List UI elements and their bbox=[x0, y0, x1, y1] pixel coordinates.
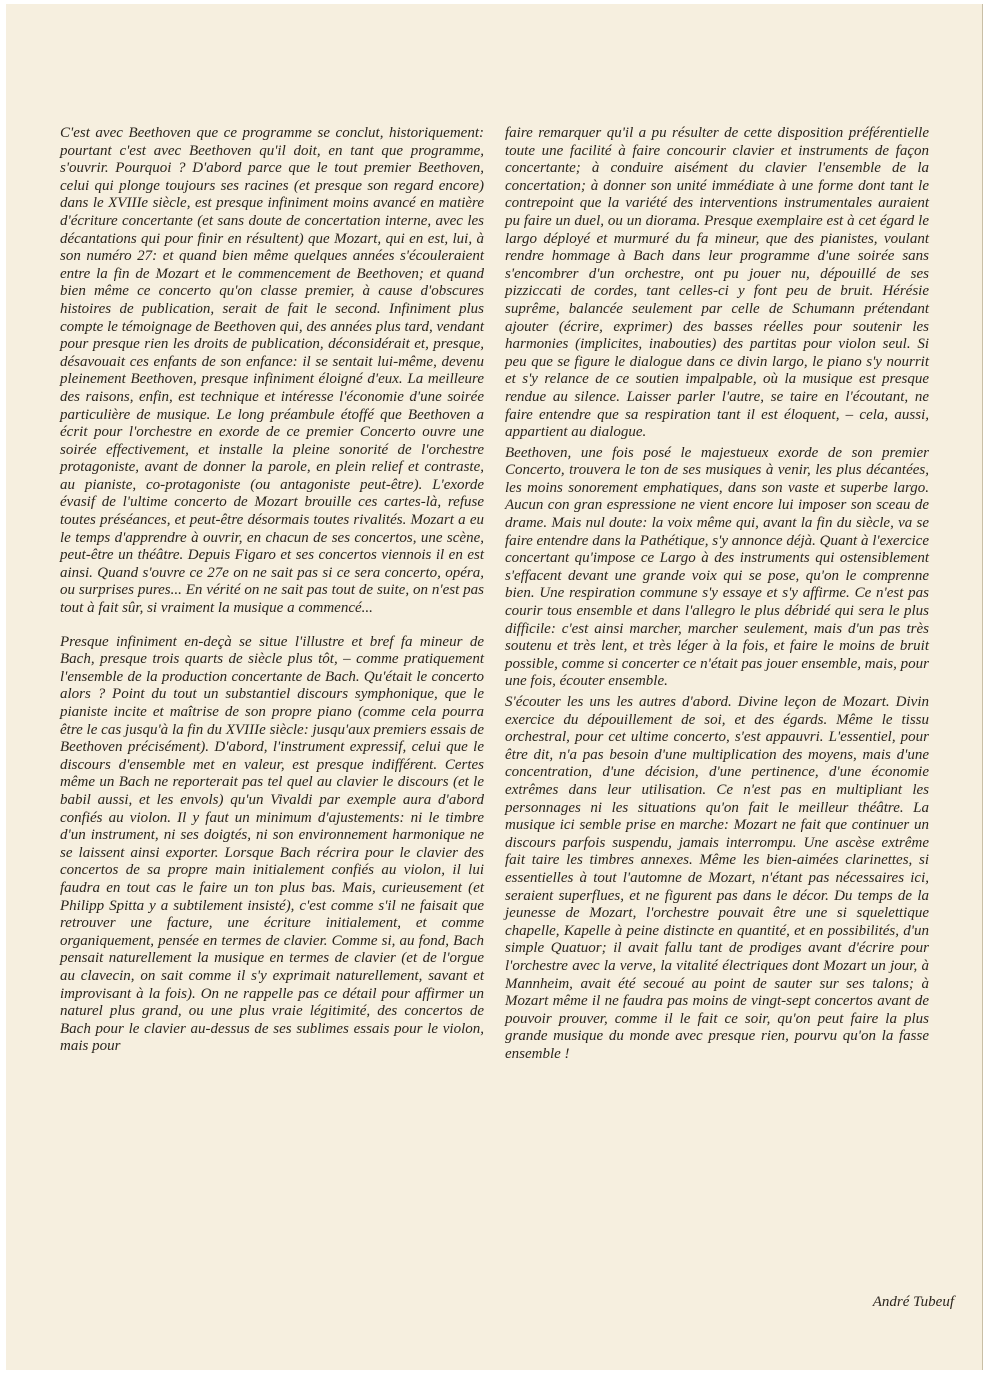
paragraph: S'écouter les uns les autres d'abord. Divine leçon de Mozart. Divin exercice du dépouillement de soi, et des égards. Même le tissu orchestral, pour cet ultime concerto, s'est appauvri. L'essentiel, pour être dit, n'a pas besoin d'une multiplication des moyens, mais d'une concentration, d'une décision, d'une pertinence, d'une économie extrêmes dans leur utilisation. Ce n'est pas en multipliant les personnages ni les situations qu'on fait le meilleur théâtre. La musique ici semble prise en marche: Mozart ne fait que continuer un discours parfois suspendu, jamais interrompu. Une ascèse extrême fait taire les timbres annexes. Même les bien-aimées clarinettes, si essentielles à tout l'automne de Mozart, n'étant pas nécessaires ici, seraient superflues, et ne figurent pas dans le décor. Du temps de la jeunesse de Mozart, l'orchestre pouvait être une si squelettique chapelle, Kapelle à peine distincte en quantité, et en possibilités, d'un simple Quatuor; il avait fallu tant de prodiges avant d'écrire pour l'orchestre avec la verve, la vitalité électriques dont Mozart un jour, à Mannheim, avait été secoué au point de sauter sur ses talons; à Mozart même il ne faudra pas moins de vingt-sept concertos avant de pouvoir prouver, comme il le fait ce soir, qu'on peut faire la plus grande musique du monde avec presque rien, pourvu qu'on la fasse ensemble ! bbox=[505, 694, 929, 1062]
right-column bbox=[505, 125, 929, 1063]
paragraph: Beethoven, une fois posé le majestueux exorde de son premier Concerto, trouvera le ton de ses musiques à venir, les plus décantées, les moins sonorement emphatiques, dans son vaste et superbe largo. Aucun con gran espressione ne vient encore lui imposer son sceau de drame. Mais nul doute: la voix même qui, avant la fin du siècle, va se faire entendre dans la Pathétique, s'y annonce déjà. Quant à l'exercice concertant qu'impose ce Largo à des instruments qui ostensiblement s'effacent devant une grande voix qui se pose, qu'on le comprenne bien. Une respiration commune s'y essaye et s'y affirme. Ce n'est pas courir tous ensemble et dans l'allegro le plus débridé qui sera le plus difficile: c'est ainsi marcher, marcher seulement, mais d'un pas très soutenu et très lent, et très léger à la fois, et faire le moins de bruit possible, comme si concerter ce n'était pas jouer ensemble, mais, pour une fois, écouter ensemble. bbox=[505, 444, 929, 690]
page bbox=[6, 4, 983, 1370]
left-column bbox=[60, 125, 484, 1056]
author-signature: André Tubeuf bbox=[872, 1294, 954, 1310]
paragraph: C'est avec Beethoven que ce programme se conclut, historiquement: pourtant c'est avec Beethoven qu'il doit, en tant que programme, s'ouvrir. Pourquoi ? D'abord parce que le tout premier Beethoven, celui qui plonge toujours ses racines (et presque son regard encore) dans le XVIIIe siècle, est presque infiniment moins avancé en matière d'écriture concertante (et sans doute de concertation interne, avec les décantations qui pour finir en résultent) que Mozart, qui en est, lui, à son numéro 27: et quand bien même quelques années s'écouleraient entre la fin de Mozart et le commencement de Beethoven; et quand bien même ce concerto qu'on classe premier, à cause d'obscures histoires de publication, serait de fait le second. Infiniment plus compte le témoignage de Beethoven qui, des années plus tard, vendant pour presque rien les droits de publication, déconsidérait et, presque, désavouait ces enfants de son enfance: il se sentait lui-même, devenu pleinement Beethoven, presque infiniment éloigné d'eux. La meilleure des raisons, enfin, est technique et intéresse l'économie d'une soirée particulière de musique. Le long préambule étoffé que Beethoven a écrit pour l'orchestre en exorde de ce premier Concerto ouvre une soirée effectivement, et installe la pleine sonorité de l'orchestre protagoniste, avant de donner la parole, en plein relief et contraste, au pianiste, co-protagoniste (ou antagoniste peut-être). L'exorde évasif de l'ultime concerto de Mozart brouille ces cartes-là, refuse toutes préséances, et peut-être désormais toutes rivalités. Mozart a eu le temps d'apprendre à ouvrir, en chacun de ses concertos, une scène, peut-être un théâtre. Depuis Figaro et ses concertos viennois il en est ainsi. Quand s'ouvre ce 27e on ne sait pas si ce sera concerto, opéra, ou surprises pures... En vérité on ne sait pas tout de suite, on n'est pas tout à fait sûr, si vraiment la musique a commencé... bbox=[60, 125, 484, 617]
paragraph: Presque infiniment en-deçà se situe l'illustre et bref fa mineur de Bach, presque trois quarts de siècle plus tôt, – comme pratiquement l'ensemble de la production concertante de Bach. Qu'était le concerto alors ? Point du tout un substantiel discours symphonique, que le pianiste incite et maîtrise de son propre piano (comme cela pourra être le cas jusqu'à la fin du XVIIIe siècle: jusqu'aux premiers essais de Beethoven précisément). D'abord, l'instrument expressif, celui que le discours d'ensemble met en valeur, est presque indifférent. Certes même un Bach ne reporterait pas tel quel au clavier le discours (et le babil aussi, et les envols) qu'un Vivaldi par exemple aura d'abord confiés au violon. Il y faut un minimum d'ajustements: ni le timbre d'un instrument, ni ses doigtés, ni son environnement harmonique ne se laissent ainsi exporter. Lorsque Bach récrira pour le clavier des concertos de sa propre main initialement confiés au violon, il lui faudra en tout cas le faire un ton plus bas. Mais, curieusement (et Philipp Spitta y a subtilement insisté), c'est comme s'il ne faisait que retrouver une facture, une écriture initialement, et comme organiquement, pensée en termes de clavier. Comme si, au fond, Bach pensait naturellement la musique en termes de clavier (et de l'orgue au clavecin, on sait comme il s'y exprimait naturellement, savant et improvisant à la fois). On ne rappelle pas ce détail pour affirmer un naturel plus grand, ou une plus vraie légitimité, des concertos de Bach pour le clavier au-dessus de ses sublimes essais pour le violon, mais pour bbox=[60, 633, 484, 1055]
paragraph: faire remarquer qu'il a pu résulter de cette disposition préférentielle toute une facilité à faire concourir clavier et instruments de façon concertante; à conduire aisément du clavier l'ensemble de la concertation; à donner son unité immédiate à une forme dont tant le contrepoint que la variété des interventions instrumentales auraient pu faire un duel, ou un diorama. Presque exemplaire est à cet égard le largo déployé et murmuré du fa mineur, que des pianistes, voulant rendre hommage à Bach dans leur programme d'une soirée sans s'encombrer d'un orchestre, ont pu jouer nu, dépouillé de ses pizziccati de cordes, tant celles-ci y font peu de bruit. Hérésie suprême, balancée seulement par celle de Schumann prétendant ajouter (écrire, exprimer) des basses réelles pour soutenir les harmonies (implicites, inabouties) des partitas pour violon seul. Si peu que se figure le dialogue dans ce divin largo, le piano s'y nourrit et s'y relance de ce soutien impalpable, où la musique est presque rendue au silence. Laisser parler l'autre, se taire en l'écoutant, ne faire entendre que sa respiration tant il est éloquent, – cela, aussi, appartient au dialogue. bbox=[505, 125, 929, 441]
